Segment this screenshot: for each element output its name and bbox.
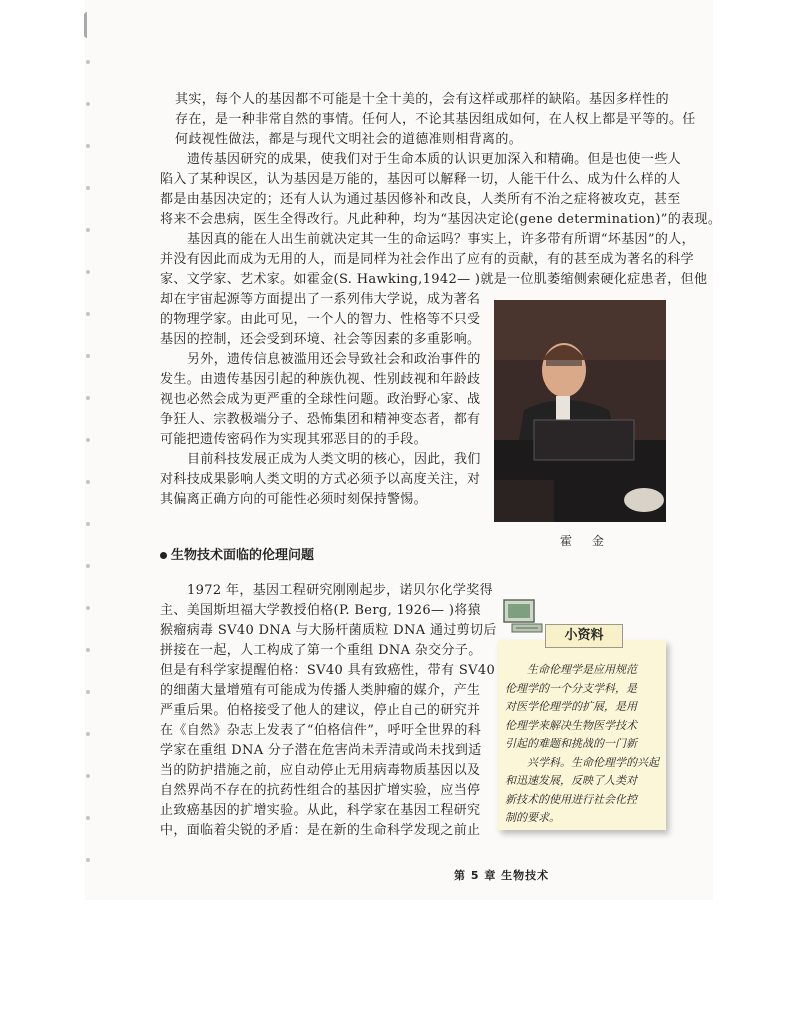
text-line: 拼接在一起，人工构成了第一个重组 DNA 杂交分子。	[160, 643, 482, 658]
text-line: 对医学伦理学的扩展，是用	[505, 700, 637, 713]
text-line: 引起的难题和挑战的一门新	[505, 737, 637, 750]
text-line: 陷入了某种误区，认为基因是万能的，基因可以解释一切，人能干什么、成为什么样的人	[160, 172, 681, 187]
binding-hole	[86, 480, 90, 484]
text-line: 学家在重组 DNA 分子潜在危害尚未弄清或尚未找到适	[160, 743, 482, 758]
text-line: 发生。由遗传基因引起的种族仇视、性别歧视和年龄歧	[160, 372, 481, 387]
binding-hole	[86, 564, 90, 568]
text-line: 1972 年，基因工程研究刚刚起步，诺贝尔化学奖得	[187, 583, 493, 598]
text-line: 生命伦理学是应用规范	[527, 663, 637, 676]
paragraph-tech-vigilance	[160, 450, 480, 510]
hawking-photo	[494, 300, 666, 522]
binding-hole	[86, 396, 90, 400]
text-line: 但是有科学家提醒伯格：SV40 具有致癌性，带有 SV40	[160, 663, 496, 678]
text-line: 制的要求。	[505, 811, 560, 824]
text-line: 目前科技发展正成为人类文明的核心，因此，我们	[187, 452, 481, 467]
section-heading-text: 生物技术面临的伦理问题	[171, 548, 315, 563]
text-line: 的物理学家。由此可见，一个人的智力、性格等不只受	[160, 312, 481, 327]
text-line: 何歧视性做法，都是与现代文明社会的道德准则相背离的。	[175, 132, 523, 147]
text-line: 主、美国斯坦福大学教授伯格(P. Berg, 1926— )将猿	[160, 603, 481, 618]
binding-hole	[86, 774, 90, 778]
paragraph-genetic-abuse	[160, 350, 480, 450]
text-line: 兴学科。生命伦理学的兴起	[527, 755, 659, 769]
photo-caption: 霍 金	[560, 534, 612, 548]
text-line: 家、文学家、艺术家。如霍金(S. Hawking,1942— )就是一位肌萎缩侧索硬化症患者，但他	[160, 272, 708, 287]
text-line: 将来不会患病，医生全得改行。凡此种种，均为“基因决定论(gene determination)”的表现。	[160, 212, 722, 227]
binding-hole	[86, 732, 90, 736]
info-box-text	[505, 661, 660, 828]
text-line: 视也必然会成为更严重的全球性问题。政治野心家、战	[160, 392, 481, 407]
text-line: 的细菌大量增殖有可能成为传播人类肿瘤的媒介，产生	[160, 683, 481, 698]
text-line: 对科技成果影响人类文明的方式必须予以高度关注，对	[160, 472, 481, 487]
binding-hole	[86, 606, 90, 610]
binding-hole	[86, 522, 90, 526]
binding-hole	[86, 270, 90, 274]
binding-hole	[86, 858, 90, 862]
text-line: 止致癌基因的扩增实验。从此，科学家在基因工程研究	[160, 803, 481, 818]
binding-hole	[86, 438, 90, 442]
text-line: 并没有因此而成为无用的人，而是同样为社会作出了应有的贡献，有的甚至成为著名的科学	[160, 252, 695, 267]
binding-mark	[84, 12, 94, 38]
binding-hole	[86, 102, 90, 106]
binding-hole	[86, 816, 90, 820]
text-line: 严重后果。伯格接受了他人的建议，停止自己的研究并	[160, 703, 481, 718]
text-line: 存在，是一种非常自然的事情。任何人，不论其基因组成如何，在人权上都是平等的。任	[175, 112, 696, 127]
text-line: 另外，遗传信息被滥用还会导致社会和政治事件的	[187, 352, 481, 367]
text-line: 争狂人、宗教极端分子、恐怖集团和精神变态者，都有	[160, 412, 481, 427]
text-line: 基因的控制，还会受到环境、社会等因素的多重影响。	[160, 332, 481, 347]
text-line: 自然界尚不存在的抗药性组合的基因扩增实验，应当停	[160, 783, 481, 798]
page-footer: 第 5 章 生物技术	[454, 869, 550, 882]
text-line: 其偏离正确方向的可能性必须时刻保持警惕。	[160, 492, 428, 507]
text-line: 当的防护措施之前，应自动停止无用病毒物质基因以及	[160, 763, 481, 778]
text-line: 却在宇宙起源等方面提出了一系列伟大学说，成为著名	[160, 292, 481, 307]
text-line: 在《自然》杂志上发表了“伯格信件”，呼吁全世界的科	[160, 723, 482, 738]
binding-hole	[86, 186, 90, 190]
text-line: 新技术的使用进行社会化控	[505, 792, 637, 806]
bullet-icon	[160, 552, 167, 559]
text-line: 遗传基因研究的成果，使我们对于生命本质的认识更加深入和精确。但是也使一些人	[187, 152, 681, 167]
binding-hole	[86, 690, 90, 694]
text-line: 基因真的能在人出生前就决定其一生的命运吗？事实上，许多带有所谓“坏基因”的人，	[187, 232, 695, 247]
text-line: 猴瘤病毒 SV40 DNA 与大肠杆菌质粒 DNA 通过剪切后	[160, 623, 497, 638]
section-heading	[160, 544, 314, 563]
text-line: 伦理学来解决生物医学技术	[505, 718, 637, 732]
text-line: 伦理学的一个分支学科，是	[505, 681, 637, 695]
paragraph-genetic-diversity	[175, 90, 696, 150]
paragraph-gene-determinism	[160, 150, 722, 230]
binding-hole	[86, 354, 90, 358]
info-box-title: 小资料	[545, 624, 623, 648]
binding-hole	[86, 648, 90, 652]
text-line: 和迅速发展，反映了人类对	[505, 774, 637, 787]
binding-hole	[86, 312, 90, 316]
binding-hole	[86, 228, 90, 232]
computer-icon	[502, 598, 546, 642]
text-line: 其实，每个人的基因都不可能是十全十美的，会有这样或那样的缺陷。基因多样性的	[175, 92, 669, 107]
text-line: 可能把遗传密码作为实现其邪恶目的的手段。	[160, 432, 428, 447]
text-line: 中，面临着尖锐的矛盾：是在新的生命科学发现之前止	[160, 823, 481, 838]
paragraph-berg	[160, 581, 497, 841]
text-line: 都是由基因决定的；还有人认为通过基因修补和改良，人类所有不治之症将被攻克，甚至	[160, 192, 681, 207]
binding-hole	[86, 60, 90, 64]
binding-hole	[86, 144, 90, 148]
